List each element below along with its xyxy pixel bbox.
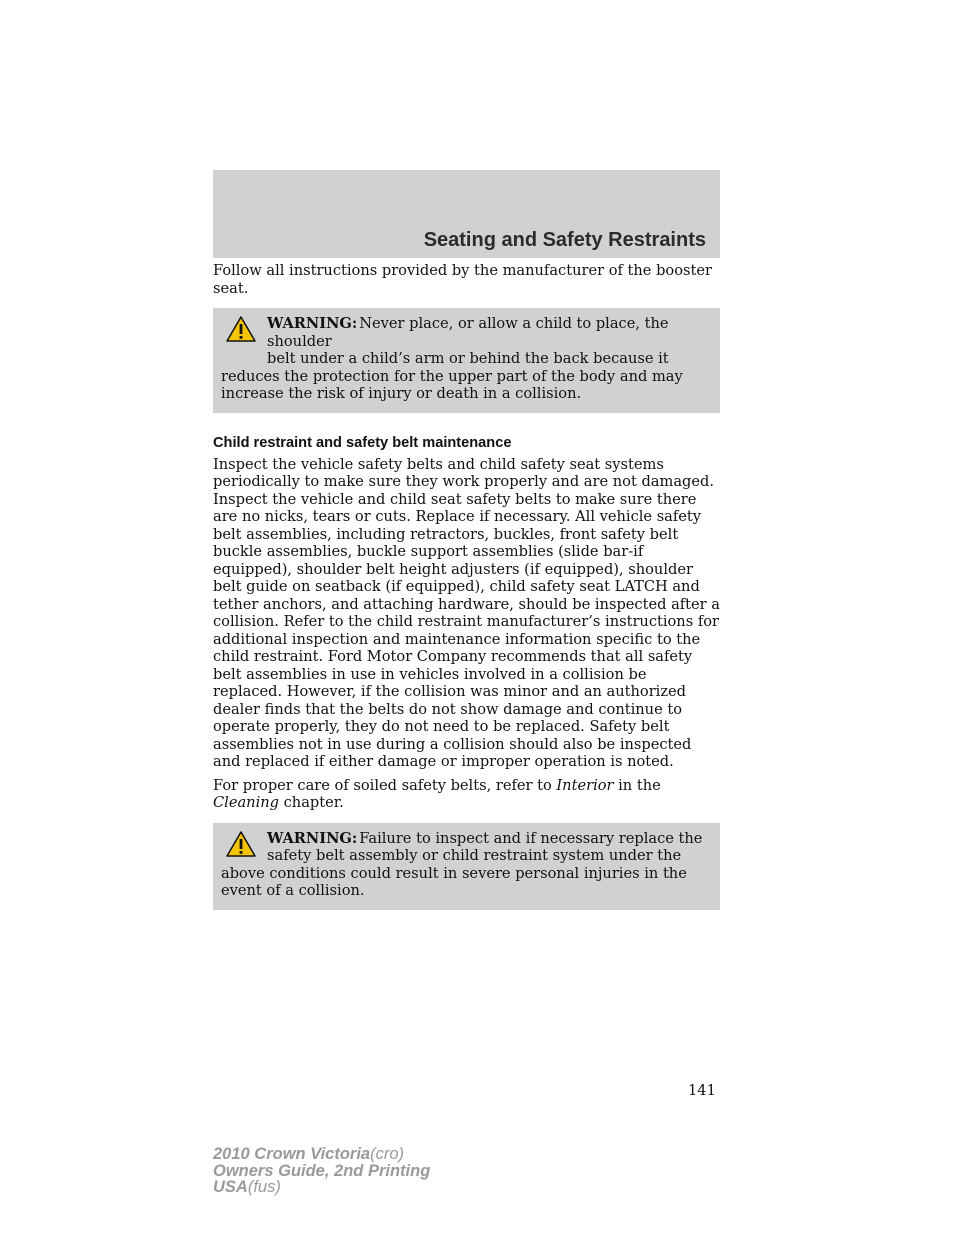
warning-box-2 [213,823,720,910]
footer-model: 2010 Crown Victoria [213,1145,371,1163]
warning-2-line1: Failure to inspect and if necessary replace the [359,829,703,847]
warning-1-rest-wrap [221,350,712,403]
warning-triangle-icon [226,316,256,342]
footer-market: USA [213,1178,248,1196]
care-paragraph [213,777,720,812]
page-content [213,262,720,910]
warning-1-first-line [221,315,712,350]
page-number: 141 [688,1082,716,1099]
warning-2-first-line [221,830,712,848]
interior-reference: Interior [556,776,614,794]
section-title: Seating and Safety Restraints [423,229,706,251]
footer-market-code: (fus) [247,1178,281,1196]
warning-1-rest: belt under a child’s arm or behind the back because it reduces the protection for the upper part of the body and may increase the risk of injury or death in a collision. [221,350,683,402]
cleaning-reference: Cleaning [213,794,279,811]
footer-line-3 [213,1179,430,1196]
footer-line-1 [213,1146,430,1163]
footer [213,1146,430,1196]
warning-2-rest: safety belt assembly or child restraint system under the above conditions could result in severe personal injuries in the event of a collision. [221,847,687,899]
header-band [213,170,720,258]
warning-1-line1: Never place, or allow a child to place, the shoulder [267,315,669,350]
maintenance-subheading: Child restraint and safety belt maintenance [213,434,512,451]
warning-2-label: WARNING: [267,829,358,847]
warning-triangle-icon [226,831,256,857]
footer-guide: Owners Guide, 2nd Printing [213,1161,431,1180]
care-suffix: chapter. [283,794,344,811]
warning-1-label: WARNING: [267,315,358,332]
care-middle: in the [618,776,661,794]
warning-2-rest-wrap [221,847,712,900]
care-prefix: For proper care of soiled safety belts, refer to [213,776,552,794]
warning-box-1 [213,308,720,413]
footer-model-code: (cro) [370,1145,405,1163]
intro-paragraph: Follow all instructions provided by the manufacturer of the booster seat. [213,262,712,297]
maintenance-paragraph: Inspect the vehicle safety belts and child safety seat systems periodically to make sure they work properly and are not damaged. Inspect the vehicle and child seat safety belts to make sure there are no nicks, tears or cuts. Replace if necessary. All vehicle safety belt assemblies, including retractors, buckles, front safety belt buckle assemblies, buckle support assemblies (slide bar-if equipped), shoulder belt height adjusters (if equipped), shoulder belt guide on seatback (if equipped), child safety seat LATCH and tether anchors, and attaching hardware, should be inspected after a collision. Refer to the child restraint manufacturer’s instructions for additional inspection and maintenance information specific to the child restraint. Ford Motor Company recommends that all safety belt assemblies in use in vehicles involved in a collision be replaced. However, if the collision was minor and an authorized dealer finds that the belts do not show damage and continue to operate properly, they do not need to be replaced. Safety belt assemblies not in use during a collision should also be inspected and replaced if either damage or improper operation is noted. [213,455,720,770]
